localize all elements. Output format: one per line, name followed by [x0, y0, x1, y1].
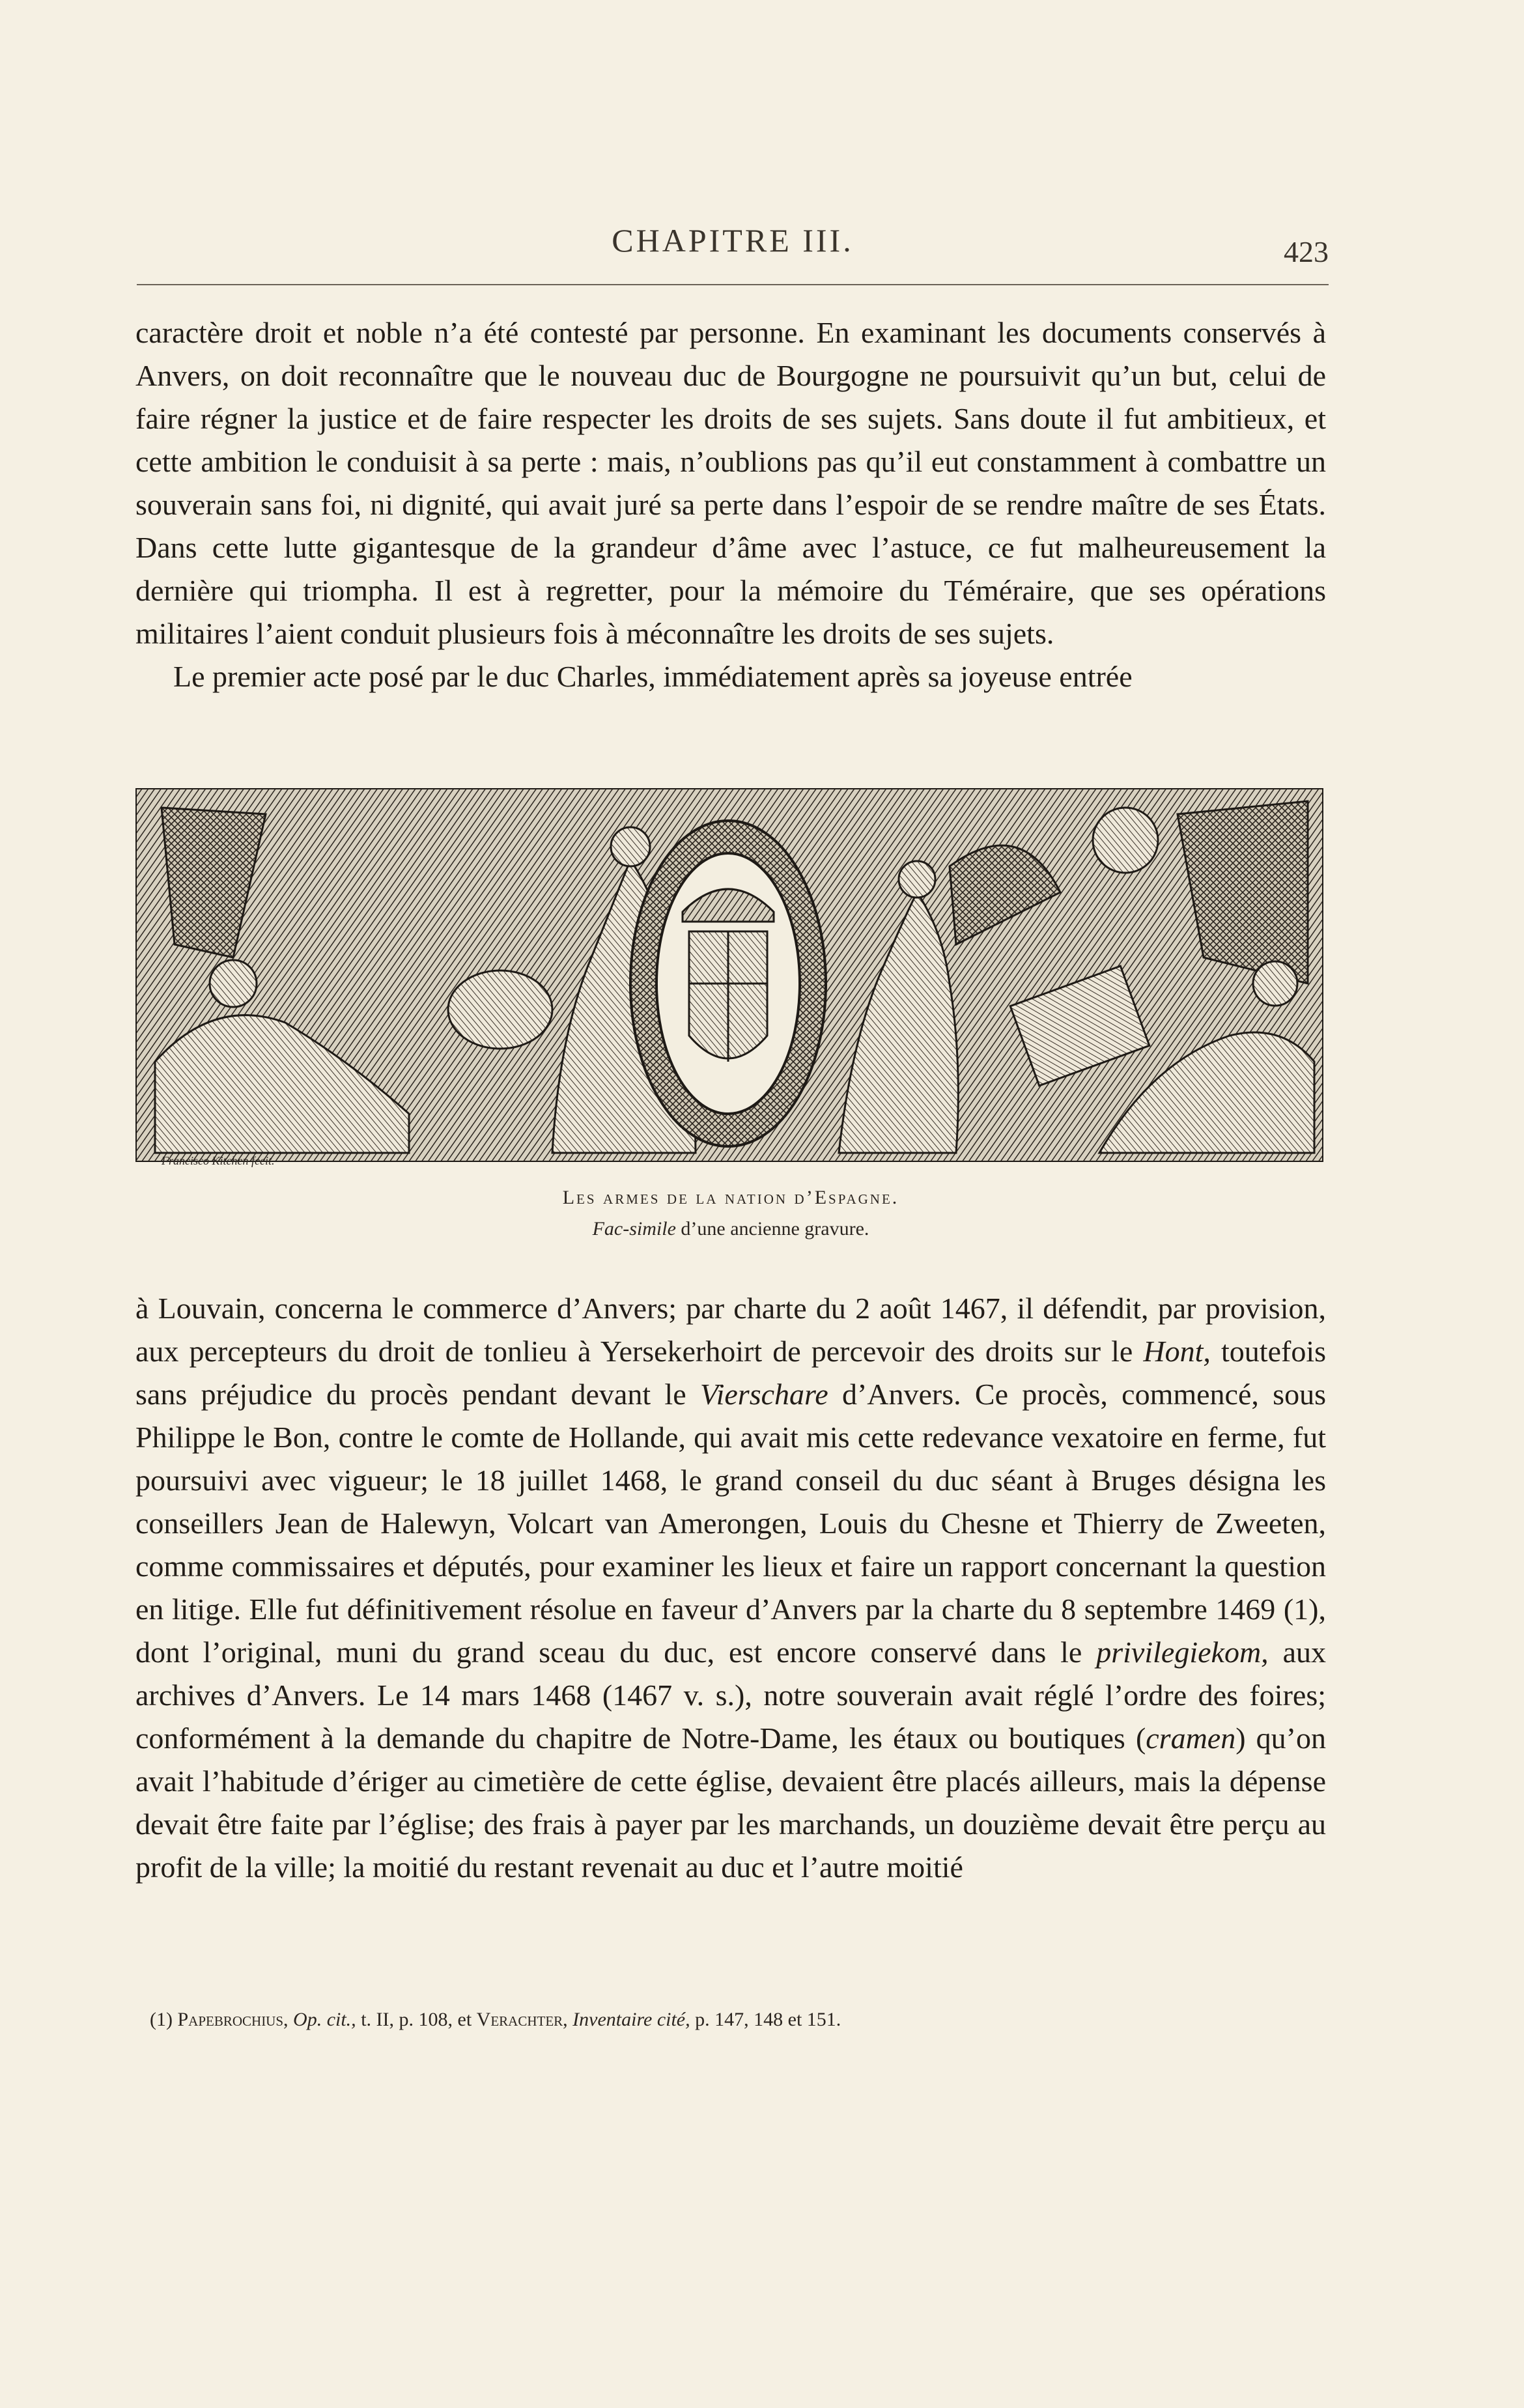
term-cramen: cramen	[1146, 1721, 1236, 1755]
chapter-title: CHAPITRE III.	[612, 222, 854, 259]
footnote-author: Papebrochius,	[177, 2009, 289, 2030]
caption-rest: d’une ancienne gravure.	[675, 1218, 869, 1239]
paragraph	[135, 1287, 1326, 1889]
text-segment: à Louvain, concerna le commerce d’Anvers; par charte du 2 août 1467, il défendit, par provision, aux percepteurs du droit de tonlieu à Yersekerhoirt de percevoir des droits sur le	[135, 1292, 1326, 1368]
figure-caption-title: Les armes de la nation d’Espagne.	[562, 1187, 899, 1208]
term-vierschare: Vierschare	[699, 1378, 828, 1411]
text-segment: aux archives d’Anvers. Le 14 mars 1468 (1467 v. s.), notre souverain avait réglé l’ordre des foires; conformément à la demande du chapitre de Notre-Dame, les étaux ou boutiques (	[135, 1636, 1326, 1755]
page-number: 423	[1284, 235, 1329, 268]
footnote-author: Verachter,	[476, 2009, 568, 2030]
running-head	[137, 215, 1329, 287]
term-hont: Hont,	[1143, 1335, 1211, 1368]
text-segment: d’Anvers. Ce procès, commencé, sous Philippe le Bon, contre le comte de Hollande, qui avait mis cette redevance vexatoire en ferme, fut poursuivi avec vigueur; le 18 juillet 1468, le grand conseil du duc séant à Bruges désigna les conseillers Jean de Halewyn, Volcart van Amerongen, Louis du Chesne et Thierry de Zweeten, comme commissaires et députés, pour examiner les lieux et faire un rapport concernant la question en litige. Elle fut définitivement résolue en faveur d’Anvers par la charte du 8 septembre 1469 (1), dont l’original, muni du grand sceau du duc, est encore conservé dans le	[135, 1378, 1326, 1669]
footnote-text: p. 147, 148 et 151.	[690, 2009, 841, 2030]
text-segment: ) qu’on avait l’habitude d’ériger au cimetière de cette église, devaient être placés ailleurs, mais la dépense devait être faite par l’église; des frais à payer par les marchands, un douzième devait être perçu au profit de la ville; la moitié du restant revenait au duc et l’autre moitié	[135, 1721, 1326, 1884]
footnote-text: t. II, p. 108, et	[356, 2009, 477, 2030]
figure-caption-subtitle	[135, 1218, 1326, 1240]
paragraph: caractère droit et noble n’a été contesté par personne. En examinant les documents conservés à Anvers, on doit reconnaître que le nouveau duc de Bourgogne ne poursuivit qu’un but, celui de faire régner la justice et de faire respecter les droits de ses sujets. Sans doute il fut ambitieux, et cette ambition le conduisit à sa perte : mais, n’oublions pas qu’il eut constamment à combattre un souverain sans foi, ni dignité, qui avait juré sa perte dans l’espoir de se rendre maître de ses États. Dans cette lutte gigantesque de la grandeur d’âme avec l’astuce, ce fut malheureusement la dernière qui triompha. Il est à regretter, pour la mémoire du Téméraire, que ses opérations militaires l’aient conduit plusieurs fois à méconnaître les droits de ses sujets.	[135, 316, 1326, 650]
paragraph: Le premier acte posé par le duc Charles, immédiatement après sa joyeuse entrée	[173, 660, 1133, 693]
footnote-marker: (1)	[150, 2009, 178, 2030]
footnote-op-cit: Op. cit.,	[288, 2009, 356, 2030]
text-block-top	[135, 311, 1326, 698]
engraver-signature: Francisco Kitchen fecit.	[162, 1154, 275, 1167]
text-segment: toutefois sans préjudice du procès pendant devant le	[135, 1335, 1326, 1411]
header-rule	[137, 284, 1329, 285]
engraving-figure	[135, 788, 1323, 1162]
footnote-inventaire: Inventaire cité,	[567, 2009, 690, 2030]
coat-of-arms-engraving	[135, 788, 1323, 1162]
footnote	[150, 2009, 1326, 2031]
term-privilegiekom: privilegiekom,	[1096, 1636, 1269, 1669]
text-block-bottom	[135, 1287, 1326, 1889]
caption-italic: Fac-simile	[592, 1218, 676, 1239]
